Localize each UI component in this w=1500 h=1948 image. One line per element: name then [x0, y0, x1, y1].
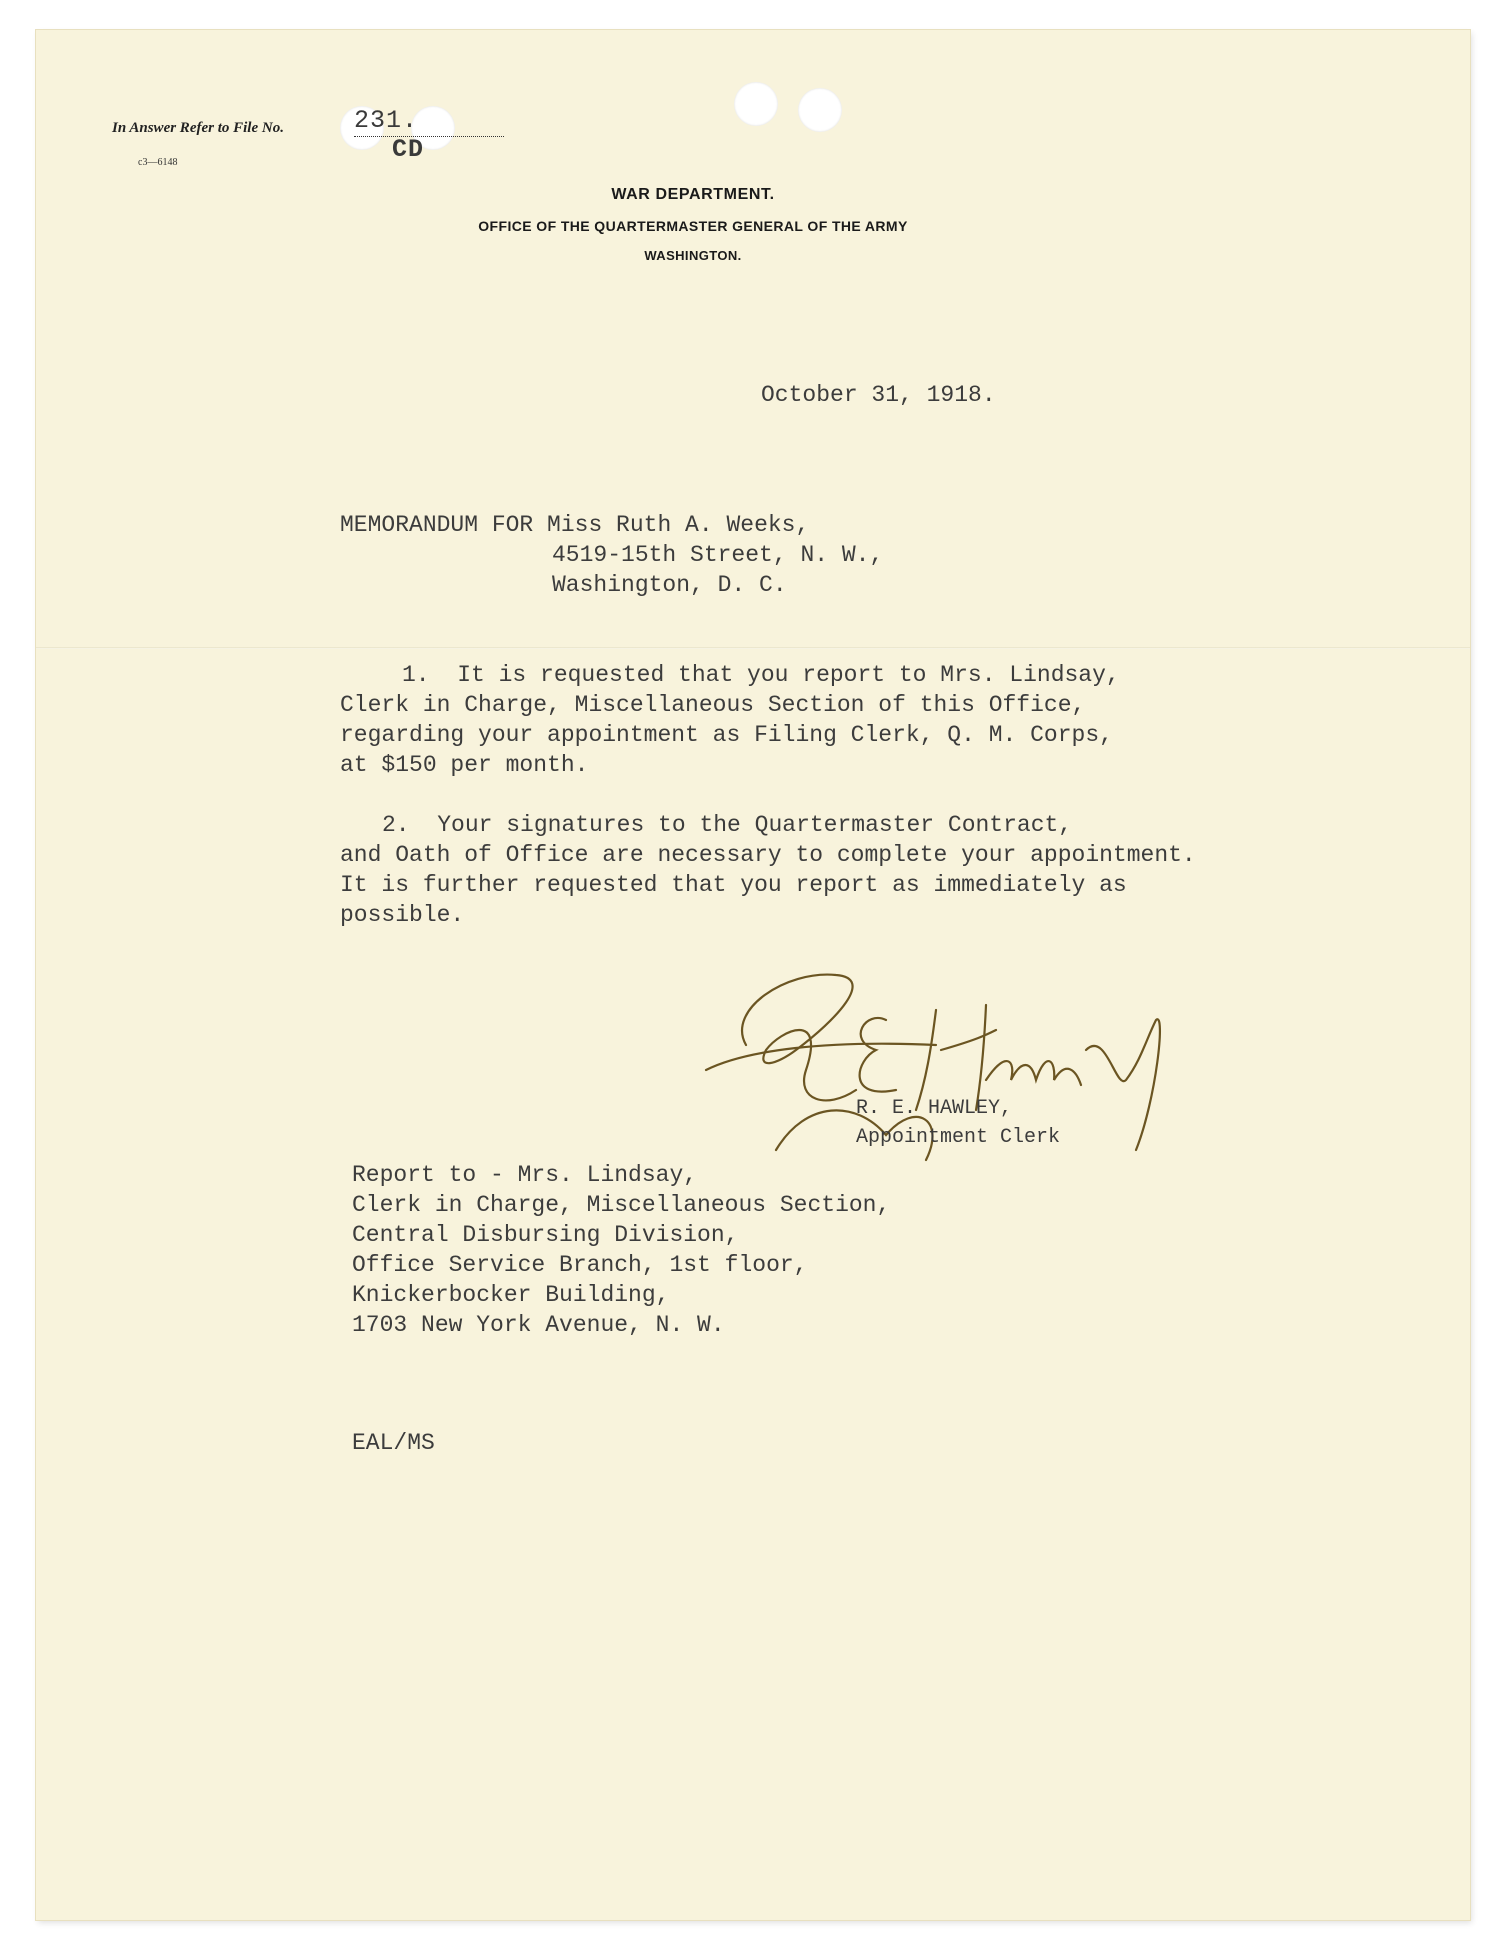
- report-to-line: Report to - Mrs. Lindsay,: [352, 1162, 698, 1188]
- form-number: c3—6148: [138, 157, 178, 168]
- paragraph-2-line: and Oath of Office are necessary to complete your appointment.: [340, 842, 1196, 868]
- punch-hole: [734, 82, 778, 126]
- letterhead-office: OFFICE OF THE QUARTERMASTER GENERAL OF THE ARMY: [478, 218, 908, 234]
- paragraph-1-line: Clerk in Charge, Miscellaneous Section of this Office,: [340, 692, 1086, 718]
- report-to-line: Knickerbocker Building,: [352, 1282, 670, 1308]
- report-to-line: Office Service Branch, 1st floor,: [352, 1252, 808, 1278]
- report-to-line: 1703 New York Avenue, N. W.: [352, 1312, 725, 1338]
- paragraph-1-line: at $150 per month.: [340, 752, 589, 778]
- report-to-line: Central Disbursing Division,: [352, 1222, 739, 1248]
- paragraph-2-line: 2. Your signatures to the Quartermaster Contract,: [382, 812, 1073, 838]
- report-to-line: Clerk in Charge, Miscellaneous Section,: [352, 1192, 891, 1218]
- signer-title: Appointment Clerk: [856, 1126, 1061, 1149]
- recipient-city: Washington, D. C.: [552, 572, 787, 598]
- paper-fold-line: [36, 647, 1470, 649]
- file-reference-label: In Answer Refer to File No.: [112, 120, 284, 136]
- typist-initials: EAL/MS: [352, 1430, 435, 1456]
- letter-page: [36, 30, 1470, 1920]
- signer-name: R. E. HAWLEY,: [856, 1097, 1013, 1120]
- letterhead-city: WASHINGTON.: [644, 248, 742, 263]
- recipient-street: 4519-15th Street, N. W.,: [552, 542, 884, 568]
- file-suffix: CD: [392, 135, 425, 164]
- paragraph-2-line: possible.: [340, 902, 465, 928]
- paragraph-1-line: regarding your appointment as Filing Clerk, Q. M. Corps,: [340, 722, 1113, 748]
- punch-hole: [798, 88, 842, 132]
- letterhead-department: WAR DEPARTMENT.: [611, 186, 775, 203]
- file-number-field: [354, 106, 504, 164]
- file-number: 231.: [354, 106, 419, 135]
- memo-recipient: MEMORANDUM FOR Miss Ruth A. Weeks,: [340, 512, 810, 538]
- letter-date: October 31, 1918.: [761, 382, 996, 408]
- paragraph-2-line: It is further requested that you report as immediately as: [340, 872, 1127, 898]
- paragraph-1-line: 1. It is requested that you report to Mrs. Lindsay,: [402, 662, 1120, 688]
